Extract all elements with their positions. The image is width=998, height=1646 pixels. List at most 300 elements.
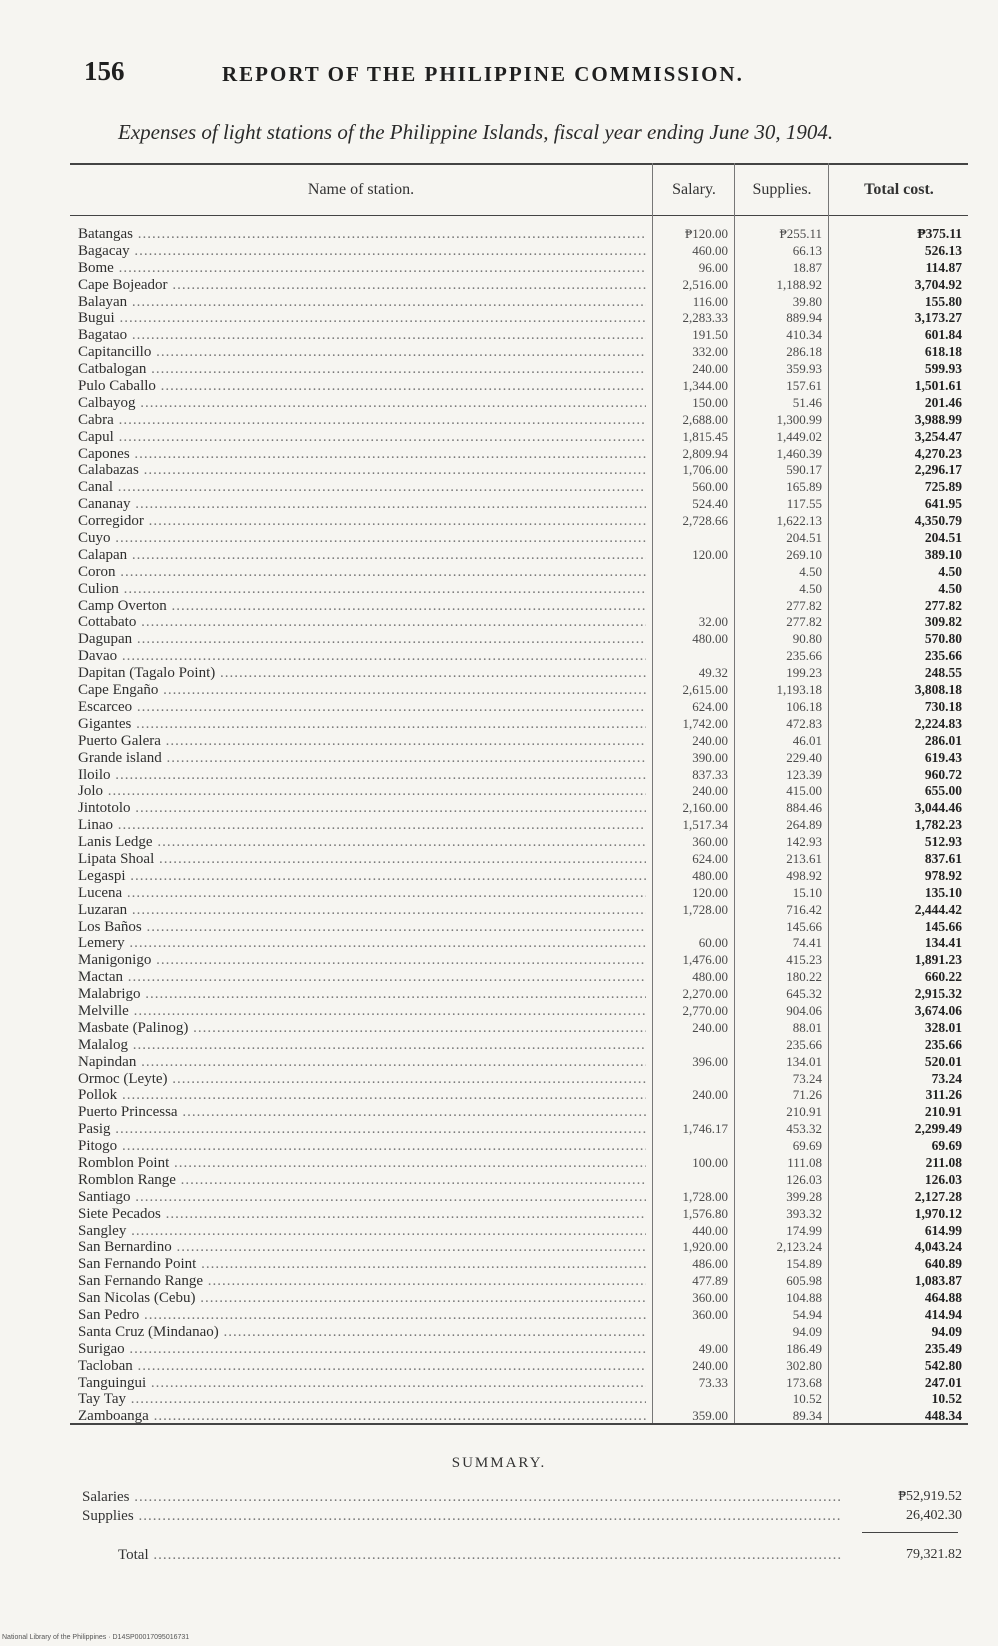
- table-row: [70, 817, 968, 834]
- supplies-cell: 154.89: [786, 1256, 822, 1272]
- salary-cell: 1,920.00: [682, 1239, 728, 1255]
- total-cost-cell: 448.34: [924, 1408, 962, 1424]
- total-cost-cell: 311.26: [925, 1087, 962, 1103]
- station-name: Capitancillo .....: [78, 344, 646, 361]
- station-name: Ormoc (Leyte) .....: [78, 1071, 646, 1088]
- station-name: Bugui .....: [78, 310, 646, 327]
- station-name: Puerto Princessa .....: [78, 1104, 646, 1121]
- salary-cell: 1,815.45: [682, 428, 728, 444]
- total-cost-cell: 126.03: [924, 1171, 962, 1187]
- table-row: [70, 1273, 968, 1290]
- supplies-cell: 716.42: [786, 901, 822, 917]
- supplies-cell: 229.40: [786, 749, 822, 765]
- total-cost-cell: 641.95: [924, 496, 962, 512]
- total-cost-cell: 601.84: [924, 327, 962, 343]
- total-cost-cell: ₱375.11: [917, 226, 962, 241]
- running-head: REPORT OF THE PHILIPPINE COMMISSION.: [222, 62, 744, 86]
- salary-cell: 360.00: [692, 1307, 728, 1322]
- table-row: [70, 1121, 968, 1138]
- supplies-cell: 73.24: [792, 1070, 822, 1086]
- station-name: Dagupan .....: [78, 631, 646, 648]
- supplies-cell: 235.66: [786, 1036, 822, 1052]
- total-cost-cell: 10.52: [931, 1391, 962, 1407]
- supplies-cell: 277.82: [786, 597, 822, 613]
- supplies-cell: 71.26: [792, 1087, 822, 1103]
- salary-cell: 2,270.00: [682, 986, 728, 1002]
- supplies-cell: 66.13: [792, 242, 822, 258]
- salary-cell: 100.00: [692, 1154, 728, 1170]
- column-header-supplies: Supplies.: [752, 181, 812, 198]
- table-row: [70, 1290, 968, 1307]
- station-name: Jintotolo .....: [78, 800, 646, 817]
- table-row: [70, 1375, 968, 1392]
- summary-title: SUMMARY.: [451, 1455, 547, 1471]
- station-name: San Fernando Point .....: [78, 1256, 646, 1273]
- supplies-cell: 1,622.13: [776, 513, 822, 529]
- total-cost-cell: 2,444.42: [914, 901, 962, 917]
- total-cost-cell: 414.94: [924, 1307, 962, 1322]
- table-row: [70, 935, 968, 952]
- total-cost-cell: 210.91: [924, 1104, 962, 1120]
- total-cost-cell: 2,224.83: [914, 715, 962, 731]
- total-cost-cell: 2,296.17: [914, 462, 962, 478]
- station-name: Calabazas .....: [78, 462, 646, 479]
- supplies-cell: 10.52: [792, 1391, 822, 1407]
- salary-cell: 396.00: [692, 1053, 728, 1069]
- table-row: [70, 226, 968, 243]
- supplies-cell: 174.99: [786, 1222, 822, 1238]
- station-name: Sangley .....: [78, 1223, 646, 1240]
- supplies-cell: 142.93: [786, 834, 822, 850]
- salary-cell: 1,476.00: [682, 952, 728, 968]
- total-cost-cell: 464.88: [924, 1290, 962, 1306]
- station-name: Santiago .....: [78, 1189, 646, 1206]
- table-row: [70, 885, 968, 902]
- table-row: [70, 986, 968, 1003]
- salary-cell: 240.00: [692, 1019, 728, 1035]
- supplies-cell: 884.46: [786, 800, 822, 816]
- station-name: Iloilo .....: [78, 767, 646, 784]
- table-row: [70, 395, 968, 412]
- salary-cell: ₱120.00: [685, 226, 728, 241]
- salary-cell: 1,728.00: [682, 1188, 728, 1204]
- salary-cell: 480.00: [692, 867, 728, 883]
- table-row: [70, 1391, 968, 1408]
- salary-cell: 1,517.34: [682, 817, 728, 833]
- supplies-cell: 472.83: [786, 715, 822, 731]
- supplies-cell: 69.69: [792, 1138, 822, 1154]
- table-row: [70, 1408, 968, 1425]
- table-row: [70, 294, 968, 311]
- total-cost-cell: 730.18: [924, 698, 962, 714]
- salary-cell: 524.40: [692, 496, 728, 512]
- table-top-rule: [70, 163, 968, 165]
- salary-cell: 837.33: [692, 766, 728, 782]
- total-cost-cell: 2,915.32: [914, 986, 962, 1002]
- station-name: Malalog .....: [78, 1037, 646, 1054]
- station-name: Cabra .....: [78, 412, 646, 429]
- supplies-cell: 399.28: [786, 1188, 822, 1204]
- total-cost-cell: 1,782.23: [914, 817, 962, 833]
- table-row: [70, 243, 968, 260]
- table-row: [70, 800, 968, 817]
- station-name: Bagacay .....: [78, 243, 646, 260]
- summary-total-row: [118, 1546, 962, 1564]
- total-cost-cell: 542.80: [924, 1357, 962, 1373]
- column-header-total: Total cost.: [864, 181, 934, 198]
- table-row: [70, 513, 968, 530]
- supplies-cell: 90.80: [792, 631, 822, 647]
- supplies-cell: 134.01: [786, 1053, 822, 1069]
- station-name: Romblon Point .....: [78, 1155, 646, 1172]
- salary-cell: 191.50: [692, 327, 728, 343]
- salary-cell: 2,283.33: [682, 310, 728, 326]
- supplies-cell: 1,193.18: [776, 682, 822, 698]
- total-cost-cell: 512.93: [924, 834, 962, 850]
- station-name: Cananay .....: [78, 496, 646, 513]
- total-cost-cell: 155.80: [924, 293, 962, 309]
- salary-cell: 2,770.00: [682, 1002, 728, 1018]
- total-cost-cell: 640.89: [924, 1256, 962, 1272]
- total-cost-cell: 328.01: [924, 1019, 962, 1035]
- table-row: [70, 277, 968, 294]
- table-row: [70, 344, 968, 361]
- station-name: Cape Engaño .....: [78, 682, 646, 699]
- table-row: [70, 1037, 968, 1054]
- total-cost-cell: 235.66: [924, 648, 962, 664]
- salary-cell: 460.00: [692, 242, 728, 258]
- summary-salaries-label: Salaries .....: [82, 1488, 842, 1506]
- total-cost-cell: 247.01: [924, 1374, 962, 1390]
- salary-cell: 624.00: [692, 850, 728, 866]
- salary-cell: 486.00: [692, 1256, 728, 1272]
- station-name: Davao .....: [78, 648, 646, 665]
- salary-cell: 2,160.00: [682, 800, 728, 816]
- supplies-cell: 4.50: [799, 563, 822, 579]
- station-name: Camp Overton .....: [78, 598, 646, 615]
- total-cost-cell: 135.10: [924, 884, 962, 900]
- total-cost-cell: 4,350.79: [914, 513, 962, 529]
- table-row: [70, 1054, 968, 1071]
- supplies-cell: 186.49: [786, 1340, 822, 1356]
- supplies-cell: 106.18: [786, 698, 822, 714]
- station-name: Capul .....: [78, 429, 646, 446]
- salary-cell: 96.00: [698, 259, 728, 275]
- total-cost-cell: 114.87: [925, 259, 962, 275]
- total-cost-cell: 978.92: [924, 867, 962, 883]
- supplies-cell: 605.98: [786, 1273, 822, 1289]
- table-row: [70, 310, 968, 327]
- total-cost-cell: 69.69: [931, 1138, 962, 1154]
- salary-cell: 1,742.00: [682, 715, 728, 731]
- station-name: Tacloban .....: [78, 1358, 646, 1375]
- supplies-cell: 173.68: [786, 1374, 822, 1390]
- total-cost-cell: 248.55: [924, 665, 962, 681]
- supplies-cell: 889.94: [786, 310, 822, 326]
- supplies-cell: 4.50: [799, 580, 822, 596]
- table-row: [70, 682, 968, 699]
- supplies-cell: 1,188.92: [776, 276, 822, 292]
- total-cost-cell: 4.50: [938, 563, 962, 579]
- salary-cell: 49.00: [698, 1340, 728, 1356]
- table-row: [70, 1239, 968, 1256]
- total-cost-cell: 3,704.92: [914, 276, 962, 292]
- total-cost-cell: 3,173.27: [914, 310, 962, 326]
- salary-cell: 120.00: [692, 546, 728, 562]
- station-name: Pitogo .....: [78, 1138, 646, 1155]
- station-name: Grande island .....: [78, 750, 646, 767]
- station-name: Malabrigo .....: [78, 986, 646, 1003]
- supplies-cell: 111.08: [787, 1154, 822, 1170]
- station-name: Lucena .....: [78, 885, 646, 902]
- station-name: San Nicolas (Cebu) .....: [78, 1290, 646, 1307]
- salary-cell: 560.00: [692, 479, 728, 495]
- station-name: Jolo .....: [78, 783, 646, 800]
- table-row: [70, 733, 968, 750]
- total-cost-cell: 570.80: [924, 631, 962, 647]
- supplies-cell: 359.93: [786, 361, 822, 377]
- supplies-cell: 46.01: [792, 732, 822, 748]
- station-name: Siete Pecados .....: [78, 1206, 646, 1223]
- salary-cell: 480.00: [692, 631, 728, 647]
- scan-footer: National Library of the Philippines · D14SP00017095016731: [2, 1634, 190, 1641]
- total-cost-cell: 619.43: [924, 749, 962, 765]
- table-row: [70, 699, 968, 716]
- supplies-cell: 1,300.99: [776, 411, 822, 427]
- table-row: [70, 750, 968, 767]
- station-name: Batangas .....: [78, 226, 646, 243]
- table-row: [70, 1307, 968, 1324]
- total-cost-cell: 1,083.87: [914, 1273, 962, 1289]
- column-header-name: Name of station.: [307, 181, 415, 198]
- salary-cell: 359.00: [692, 1408, 728, 1424]
- station-name: Lanis Ledge .....: [78, 834, 646, 851]
- summary-salaries-row: [82, 1488, 962, 1506]
- station-name: Masbate (Palinog) .....: [78, 1020, 646, 1037]
- table-row: [70, 1358, 968, 1375]
- supplies-cell: 199.23: [786, 665, 822, 681]
- total-cost-cell: 204.51: [924, 530, 962, 546]
- total-cost-cell: 1,891.23: [914, 952, 962, 968]
- station-name: Culion .....: [78, 581, 646, 598]
- table-row: [70, 648, 968, 665]
- salary-cell: 240.00: [692, 361, 728, 377]
- supplies-cell: 117.55: [786, 496, 822, 512]
- summary-total-value: 79,321.82: [906, 1547, 962, 1562]
- total-cost-cell: 599.93: [924, 361, 962, 377]
- total-cost-cell: 94.09: [931, 1323, 962, 1339]
- supplies-cell: 415.23: [786, 952, 822, 968]
- station-name: Lipata Shoal .....: [78, 851, 646, 868]
- salary-cell: 1,728.00: [682, 901, 728, 917]
- salary-cell: 2,516.00: [682, 276, 728, 292]
- supplies-cell: 180.22: [786, 969, 822, 985]
- salary-cell: 1,706.00: [682, 462, 728, 478]
- salary-cell: 477.89: [692, 1273, 728, 1289]
- station-name: Manigonigo .....: [78, 952, 646, 969]
- column-header-salary: Salary.: [672, 181, 716, 198]
- total-cost-cell: 725.89: [924, 479, 962, 495]
- station-name: Pasig .....: [78, 1121, 646, 1138]
- station-name: Cottabato .....: [78, 614, 646, 631]
- supplies-cell: 393.32: [786, 1205, 822, 1221]
- summary-supplies-row: [82, 1507, 962, 1525]
- station-name: Catbalogan .....: [78, 361, 646, 378]
- salary-cell: 73.33: [698, 1374, 728, 1390]
- total-cost-cell: 3,988.99: [914, 411, 962, 427]
- summary-salaries-value: ₱52,919.52: [898, 1489, 962, 1504]
- supplies-cell: 277.82: [786, 614, 822, 630]
- total-cost-cell: 3,808.18: [914, 682, 962, 698]
- table-row: [70, 1155, 968, 1172]
- supplies-cell: 210.91: [786, 1104, 822, 1120]
- supplies-cell: 123.39: [786, 766, 822, 782]
- table-row: [70, 952, 968, 969]
- table-row: [70, 1256, 968, 1273]
- table-row: [70, 479, 968, 496]
- salary-cell: 240.00: [692, 1357, 728, 1373]
- total-cost-cell: 3,674.06: [914, 1002, 962, 1018]
- station-name: Napindan .....: [78, 1054, 646, 1071]
- salary-cell: 440.00: [692, 1222, 728, 1238]
- table-row: [70, 530, 968, 547]
- station-name: Pulo Caballo .....: [78, 378, 646, 395]
- station-name: Zamboanga .....: [78, 1408, 646, 1425]
- table-row: [70, 783, 968, 800]
- station-name: Cuyo .....: [78, 530, 646, 547]
- table-row: [70, 1003, 968, 1020]
- total-cost-cell: 837.61: [924, 850, 962, 866]
- table-row: [70, 1104, 968, 1121]
- salary-cell: 480.00: [692, 969, 728, 985]
- table-row: [70, 1223, 968, 1240]
- summary-supplies-label: Supplies .....: [82, 1507, 842, 1525]
- station-name: Pollok .....: [78, 1087, 646, 1104]
- table-row: [70, 868, 968, 885]
- total-cost-cell: 960.72: [924, 766, 962, 782]
- header-rule: [70, 215, 968, 216]
- supplies-cell: 264.89: [786, 817, 822, 833]
- station-name: Calbayog .....: [78, 395, 646, 412]
- supplies-cell: 94.09: [792, 1323, 822, 1339]
- station-name: Tanguingui .....: [78, 1375, 646, 1392]
- station-name: Gigantes .....: [78, 716, 646, 733]
- station-name: Bagatao .....: [78, 327, 646, 344]
- total-cost-cell: 3,254.47: [914, 428, 962, 444]
- total-cost-cell: 2,127.28: [914, 1188, 962, 1204]
- salary-cell: 2,728.66: [682, 513, 728, 529]
- total-cost-cell: 2,299.49: [914, 1121, 962, 1137]
- total-cost-cell: 4,043.24: [914, 1239, 962, 1255]
- table-row: [70, 429, 968, 446]
- salary-cell: 332.00: [692, 344, 728, 360]
- total-cost-cell: 145.66: [924, 918, 962, 934]
- station-name: San Fernando Range .....: [78, 1273, 646, 1290]
- station-name: Corregidor .....: [78, 513, 646, 530]
- salary-cell: 2,809.94: [682, 445, 728, 461]
- table-row: [70, 665, 968, 682]
- supplies-cell: 104.88: [786, 1290, 822, 1306]
- total-cost-cell: 655.00: [924, 783, 962, 799]
- salary-cell: 240.00: [692, 1087, 728, 1103]
- supplies-cell: 54.94: [792, 1307, 822, 1322]
- total-cost-cell: 235.49: [924, 1340, 962, 1356]
- total-cost-cell: 201.46: [924, 394, 962, 410]
- station-name: Linao .....: [78, 817, 646, 834]
- salary-cell: 240.00: [692, 783, 728, 799]
- station-name: Balayan .....: [78, 294, 646, 311]
- summary-supplies-value: 26,402.30: [906, 1508, 962, 1523]
- salary-cell: 360.00: [692, 1290, 728, 1306]
- station-name: Los Baños .....: [78, 919, 646, 936]
- station-name: San Bernardino .....: [78, 1239, 646, 1256]
- total-cost-cell: 309.82: [924, 614, 962, 630]
- station-name: Capones .....: [78, 446, 646, 463]
- supplies-cell: 590.17: [786, 462, 822, 478]
- station-name: Legaspi .....: [78, 868, 646, 885]
- total-cost-cell: 134.41: [924, 935, 962, 951]
- salary-cell: 624.00: [692, 698, 728, 714]
- supplies-cell: 498.92: [786, 867, 822, 883]
- salary-cell: 2,615.00: [682, 682, 728, 698]
- supplies-cell: 415.00: [786, 783, 822, 799]
- table-row: [70, 598, 968, 615]
- table-row: [70, 969, 968, 986]
- salary-cell: 120.00: [692, 884, 728, 900]
- supplies-cell: 1,460.39: [776, 445, 822, 461]
- table-row: [70, 716, 968, 733]
- total-cost-cell: 211.08: [925, 1154, 962, 1170]
- total-cost-cell: 520.01: [924, 1053, 962, 1069]
- supplies-cell: 204.51: [786, 530, 822, 546]
- table-row: [70, 614, 968, 631]
- station-name: Calapan .....: [78, 547, 646, 564]
- table-row: [70, 1324, 968, 1341]
- table-row: [70, 1341, 968, 1358]
- table-row: [70, 902, 968, 919]
- table-row: [70, 851, 968, 868]
- station-name: Escarceo .....: [78, 699, 646, 716]
- salary-cell: 116.00: [692, 293, 728, 309]
- table-row: [70, 767, 968, 784]
- supplies-cell: 645.32: [786, 986, 822, 1002]
- supplies-cell: 269.10: [786, 546, 822, 562]
- supplies-cell: 1,449.02: [776, 428, 822, 444]
- supplies-cell: 88.01: [792, 1019, 822, 1035]
- supplies-cell: 18.87: [792, 259, 822, 275]
- table-row: [70, 462, 968, 479]
- station-name: Romblon Range .....: [78, 1172, 646, 1189]
- summary-total-rule: [862, 1532, 958, 1533]
- supplies-cell: 410.34: [786, 327, 822, 343]
- table-row: [70, 834, 968, 851]
- supplies-cell: 2,123.24: [776, 1239, 822, 1255]
- total-cost-cell: 1,501.61: [914, 378, 962, 394]
- supplies-cell: 165.89: [786, 479, 822, 495]
- salary-cell: 1,344.00: [682, 378, 728, 394]
- total-cost-cell: 526.13: [924, 242, 962, 258]
- total-cost-cell: 618.18: [924, 344, 962, 360]
- salary-cell: 60.00: [698, 935, 728, 951]
- salary-cell: 2,688.00: [682, 411, 728, 427]
- table-row: [70, 1172, 968, 1189]
- table-row: [70, 581, 968, 598]
- station-name: Lemery .....: [78, 935, 646, 952]
- page-number: 156: [84, 56, 125, 86]
- station-name: Bome .....: [78, 260, 646, 277]
- salary-cell: 240.00: [692, 732, 728, 748]
- total-cost-cell: 4,270.23: [914, 445, 962, 461]
